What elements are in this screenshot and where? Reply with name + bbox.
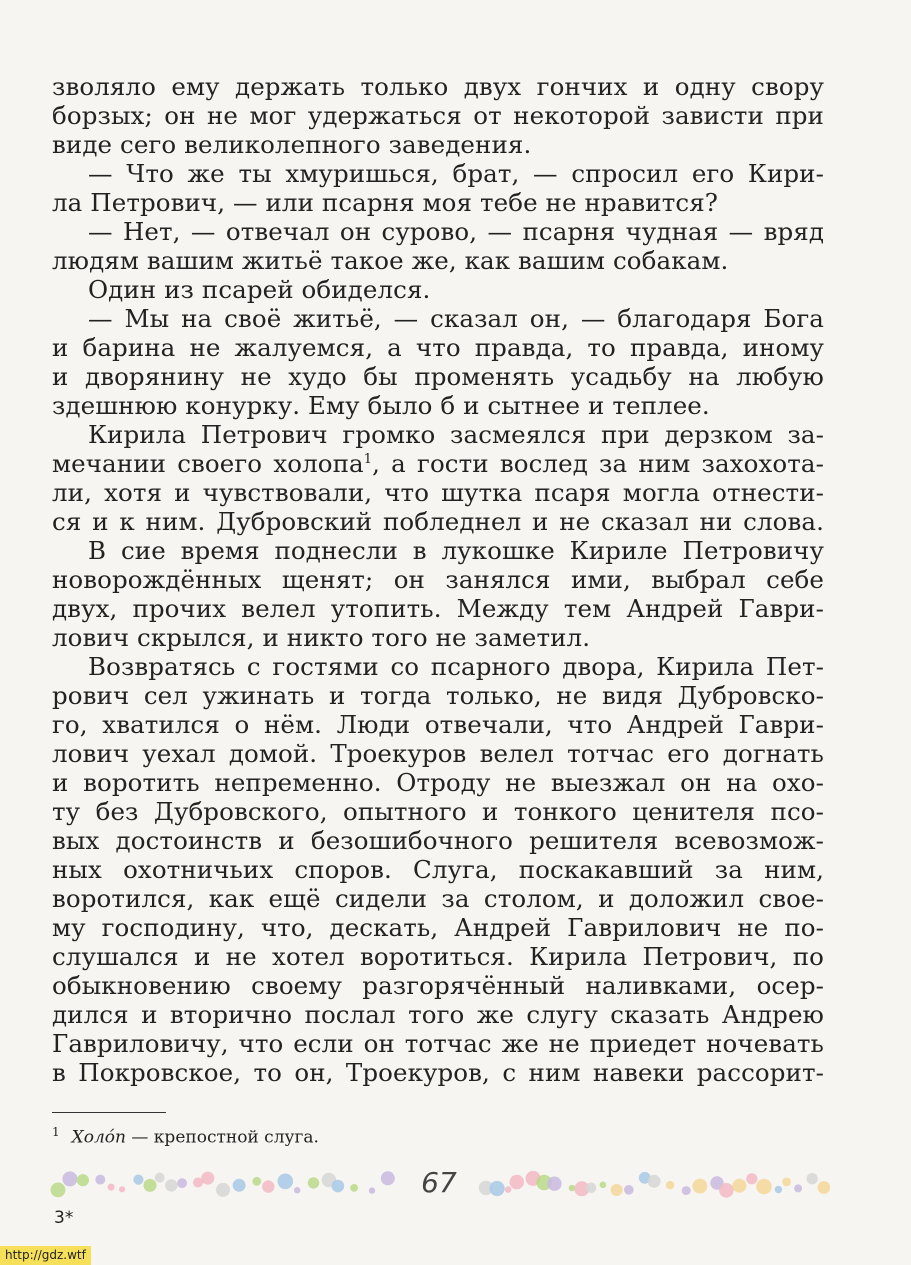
text-line: лович скрылся, и никто того не заметил. bbox=[52, 623, 591, 652]
footnote-number: 1 bbox=[52, 1125, 60, 1139]
text-line: обыкновению своему разгорячённый наливками, осер- bbox=[52, 971, 824, 1000]
ornament-dot bbox=[77, 1174, 89, 1186]
ornament-dot bbox=[369, 1187, 375, 1193]
ornament-dot bbox=[818, 1181, 831, 1194]
body-text bbox=[52, 72, 824, 1087]
text-line: виде сего великолепного заведения. bbox=[52, 130, 532, 159]
text-line: Гавриловичу, что если он тотчас же не приедет ночевать bbox=[52, 1029, 824, 1058]
page-number: 67 bbox=[421, 1166, 457, 1199]
ornament-dot bbox=[177, 1178, 187, 1188]
text-line: дился и вторично послал того же слугу сказать Андрею bbox=[52, 1000, 824, 1029]
ornament-dot bbox=[586, 1183, 597, 1194]
ornament-dot bbox=[611, 1184, 623, 1196]
ornament-dot bbox=[294, 1187, 300, 1193]
text-line: людям вашим житьё такое же, как вашим собакам. bbox=[52, 246, 729, 275]
ornament-dot bbox=[682, 1186, 691, 1195]
ornament-dot bbox=[233, 1179, 246, 1192]
text-line: ли, хотя и чувствовали, что шутка псаря могла отнести- bbox=[52, 478, 824, 507]
ornament-dot bbox=[332, 1180, 345, 1193]
ornament-dot bbox=[756, 1179, 771, 1194]
text-line: Возвратясь с гостями со псарного двора, Кирила Пет- bbox=[88, 652, 824, 681]
footnote bbox=[52, 1120, 319, 1150]
ornament-dot bbox=[732, 1179, 746, 1193]
text-line: В сие время поднесли в лукошке Кириле Петровичу bbox=[88, 536, 824, 565]
ornament-dot bbox=[278, 1174, 294, 1190]
ornament-dot bbox=[624, 1185, 634, 1195]
ornament-dot bbox=[133, 1175, 143, 1185]
text-line: ся и к ним. Дубровский побледнел и не сказал ни слова. bbox=[52, 507, 824, 536]
ornament-dot bbox=[119, 1186, 125, 1192]
ornament-dot bbox=[350, 1184, 358, 1192]
ornament-dot bbox=[262, 1180, 274, 1192]
text-line: го, хватился о нём. Люди отвечали, что Андрей Гаври- bbox=[52, 710, 824, 739]
ornament-dot bbox=[648, 1175, 661, 1188]
text-line: — Нет, — отвечал он сурово, — псарня чудная — вряд bbox=[88, 217, 824, 246]
ornament-dot bbox=[693, 1179, 708, 1194]
text-line: вых достоинств и безошибочного решителя всевозмож- bbox=[52, 826, 824, 855]
ornament-dot bbox=[600, 1182, 607, 1189]
text-line: зволяло ему держать только двух гончих и одну свору bbox=[52, 72, 824, 101]
footnote-reference: 1 bbox=[363, 451, 373, 467]
ornament-dot bbox=[719, 1183, 734, 1198]
ornament-dot bbox=[569, 1185, 576, 1192]
ornament-dot bbox=[252, 1177, 261, 1186]
ornament-dot bbox=[95, 1175, 105, 1185]
text-line: в Покровское, то он, Троекуров, с ним навеки рассорит- bbox=[52, 1058, 824, 1087]
text-line: двух, прочих велел утопить. Между тем Андрей Гаври- bbox=[52, 594, 824, 623]
ornament-dot bbox=[308, 1177, 319, 1188]
watermark-link[interactable]: http://gdz.wtf bbox=[0, 1246, 91, 1265]
ornament-dot bbox=[746, 1173, 757, 1184]
ornament-dot bbox=[62, 1171, 77, 1186]
text-line: му господину, что, дескать, Андрей Гаврилович не по- bbox=[52, 913, 824, 942]
ornament-dot bbox=[547, 1177, 561, 1191]
footnote-definition: — крепостной слуга. bbox=[126, 1127, 319, 1148]
text-line: новорождённых щенят; он занялся ими, выбрал себе bbox=[52, 565, 824, 594]
text-line: лович уехал домой. Троекуров велел тотчас его догнать bbox=[52, 739, 824, 768]
ornament-dot bbox=[490, 1181, 505, 1196]
text-line: ла Петрович, — или псарня моя тебе не нравится? bbox=[52, 188, 718, 217]
text-line: и барина не жалуемся, а что правда, то правда, иному bbox=[52, 333, 824, 362]
text-line: ных охотничьих споров. Слуга, поскакавший за ним, bbox=[52, 855, 824, 884]
ornament-dot bbox=[794, 1184, 802, 1192]
text-line: слушался и не хотел воротиться. Кирила Петрович, по bbox=[52, 942, 824, 971]
text-line: — Мы на своё житьё, — сказал он, — благодаря Бога bbox=[88, 304, 824, 333]
text-line: воротился, как ещё сидели за столом, и доложил свое- bbox=[52, 884, 824, 913]
ornament-dot bbox=[155, 1173, 165, 1183]
text-line: здешнюю конурку. Ему было б и сытнее и теплее. bbox=[52, 391, 710, 420]
ornament-dot bbox=[782, 1178, 791, 1187]
text-line: мечании своего холопа$^1$, а гости вослед за ним захохота- bbox=[52, 449, 824, 478]
ornament-dots-right bbox=[478, 1163, 830, 1203]
text-line: борзых; он не мог удержаться от некоторой зависти при bbox=[52, 101, 824, 130]
footnote-term: Холóп bbox=[71, 1127, 126, 1148]
text-line: Один из псарей обиделся. bbox=[88, 275, 431, 304]
text-line: Кирила Петрович громко засмеялся при дерзком за- bbox=[88, 420, 824, 449]
ornament-dot bbox=[510, 1175, 525, 1190]
ornament-dot bbox=[165, 1179, 177, 1191]
text-line: и дворянину не худо бы променять усадьбу на любую bbox=[52, 362, 824, 391]
text-line: рович сел ужинать и тогда только, не видя Дубровско- bbox=[52, 681, 824, 710]
ornament-dot bbox=[775, 1186, 782, 1193]
ornament-dot bbox=[505, 1186, 512, 1193]
ornament-dot bbox=[381, 1171, 395, 1185]
ornament-dot bbox=[51, 1183, 66, 1198]
ornament-dot bbox=[144, 1179, 157, 1192]
text-line: ту без Дубровского, опытного и тонкого ценителя псо- bbox=[52, 797, 824, 826]
ornament-dot bbox=[666, 1181, 674, 1189]
signature-mark: 3* bbox=[54, 1208, 74, 1228]
text-line: и воротить непременно. Отроду не выезжал он на охо- bbox=[52, 768, 824, 797]
ornament-dot bbox=[216, 1183, 230, 1197]
ornament-dot bbox=[807, 1173, 818, 1184]
ornament-dot bbox=[201, 1172, 214, 1185]
ornament-dot bbox=[108, 1184, 115, 1191]
text-line: — Что же ты хмуришься, брат, — спросил его Кири- bbox=[88, 159, 824, 188]
ornament-dots-left bbox=[50, 1163, 400, 1203]
footnote-divider bbox=[52, 1112, 166, 1113]
